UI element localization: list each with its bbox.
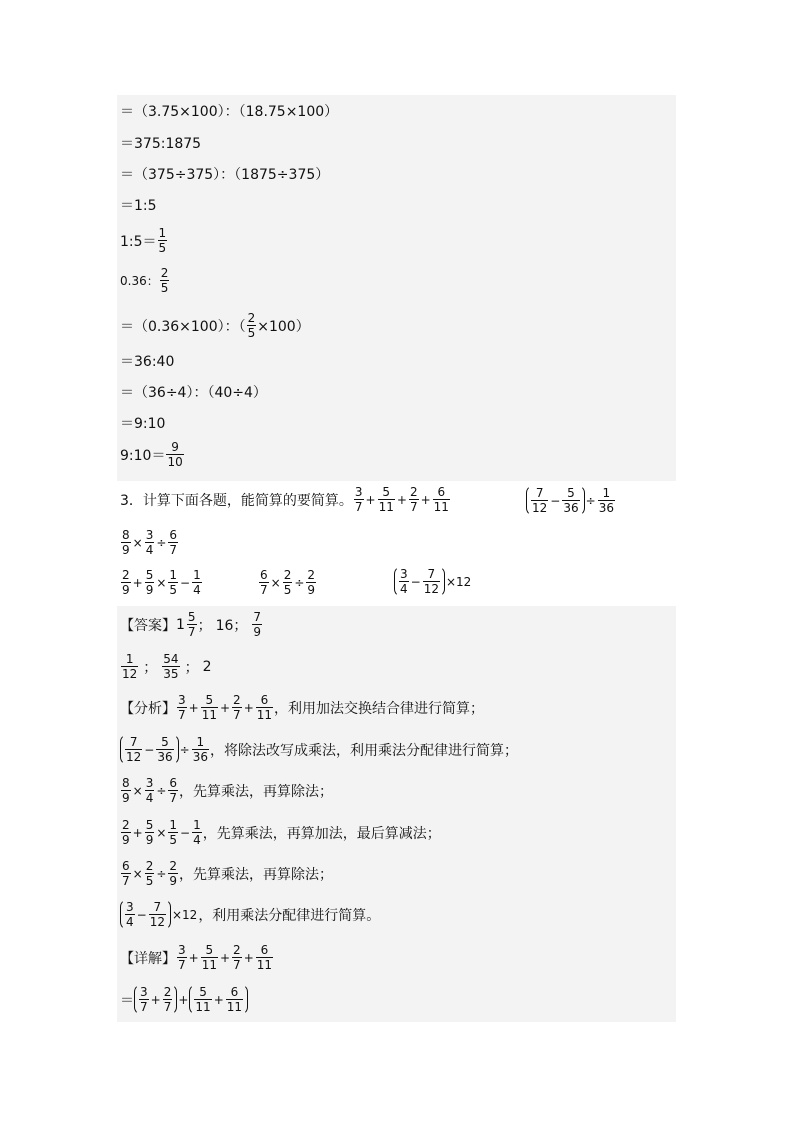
step-5-prefix: 1:5＝ — [120, 233, 157, 250]
parenthesis-group — [526, 485, 585, 516]
expr-tail: ×12 — [445, 574, 472, 589]
fraction: $\frac{3}{7}$ — [140, 985, 148, 1014]
divide-sign: ÷ — [156, 783, 167, 798]
fraction: $\frac{9}{10}$ — [167, 440, 183, 469]
minus-sign: − — [180, 575, 191, 590]
separator: ； — [143, 659, 158, 676]
answer-label: 【答案】 — [120, 617, 176, 634]
step-1: ＝（3.75×100）：（18.75×100） — [120, 104, 339, 120]
plus-sign: + — [132, 575, 143, 590]
times-sign: × — [156, 575, 167, 590]
times-sign: × — [132, 866, 143, 881]
question-expr-2 — [526, 485, 616, 516]
divide-sign: ÷ — [294, 575, 305, 590]
plus-sign: + — [243, 950, 254, 965]
fraction: $\frac{8}{9}$ — [122, 776, 130, 805]
minus-sign: − — [180, 825, 191, 840]
step-9: ＝（36÷4）：（40÷4） — [120, 385, 267, 401]
equals-sign: ＝ — [120, 992, 134, 1009]
parenthesis-group — [189, 984, 248, 1015]
times-sign: × — [270, 575, 281, 590]
fraction: $\frac{2}{5}$ — [283, 568, 292, 597]
fraction: $\frac{6}{11}$ — [433, 485, 449, 514]
fraction: $\frac{2}{5}$ — [247, 311, 256, 340]
step-6 — [120, 266, 170, 295]
analysis-text-4: ，先算乘法，再算加法，最后算减法； — [202, 825, 441, 842]
parenthesis-group — [134, 984, 177, 1015]
plus-sign: + — [396, 492, 407, 507]
analysis-line-6 — [120, 899, 380, 930]
fraction: $\frac{7}{12}$ — [126, 735, 142, 764]
fraction: $\frac{1}{5}$ — [169, 818, 178, 847]
plus-sign: + — [132, 825, 143, 840]
parenthesis-group — [120, 899, 171, 930]
fraction: $\frac{3}{7}$ — [354, 485, 363, 514]
fraction: $\frac{5}{9}$ — [145, 818, 154, 847]
minus-sign: − — [136, 907, 147, 922]
fraction: $\frac{6}{11}$ — [226, 985, 243, 1014]
analysis-line-1 — [120, 693, 484, 722]
fraction: $\frac{8}{9}$ — [122, 528, 130, 557]
analysis-text-3: ，先算乘法，再算除法； — [179, 783, 334, 800]
fraction: $\frac{1}{5}$ — [158, 226, 167, 255]
plus-sign: + — [188, 700, 199, 715]
fraction: $\frac{3}{4}$ — [145, 776, 154, 805]
detail-label: 【详解】 — [120, 950, 176, 967]
fraction: $\frac{5}{9}$ — [145, 568, 154, 597]
divide-sign: ÷ — [156, 866, 167, 881]
expr-tail: ×12 — [171, 907, 198, 922]
times-sign: × — [156, 825, 167, 840]
fraction: $\frac{7}{9}$ — [253, 610, 262, 639]
analysis-line-5 — [120, 859, 333, 888]
fraction: $\frac{6}{7}$ — [169, 528, 178, 557]
fraction: $\frac{5}{11}$ — [195, 985, 211, 1014]
detail-line-1 — [120, 943, 274, 972]
divide-sign: ÷ — [179, 742, 190, 757]
fraction: $\frac{2}{7}$ — [233, 693, 241, 722]
fraction: $\frac{5}{11}$ — [201, 693, 217, 722]
step-3: ＝（375÷375）：（1875÷375） — [120, 167, 330, 183]
question-label: 3．计算下面各题，能简算的要简算。 — [120, 492, 353, 509]
question-expr-4 — [120, 568, 203, 597]
fraction: $\frac{1}{36}$ — [598, 486, 614, 515]
minus-sign: − — [550, 493, 561, 508]
fraction: $\frac{3}{7}$ — [178, 693, 186, 722]
plus-sign: + — [178, 992, 189, 1007]
fraction: $\frac{2}{9}$ — [122, 818, 130, 847]
fraction: $\frac{2}{7}$ — [163, 985, 172, 1014]
divide-sign: ÷ — [585, 493, 596, 508]
analysis-line-2 — [120, 734, 518, 765]
fraction: $\frac{5}{36}$ — [563, 486, 579, 515]
step-7 — [120, 311, 310, 340]
fraction: $\frac{1}{12}$ — [122, 652, 138, 681]
fraction: $\frac{3}{4}$ — [126, 900, 134, 929]
separator: ； — [184, 659, 199, 676]
fraction: $\frac{2}{5}$ — [160, 266, 169, 295]
question-3 — [120, 485, 451, 514]
fraction: $\frac{1}{4}$ — [193, 818, 201, 847]
question-expr-6 — [394, 566, 472, 597]
answer-6: 2 — [202, 658, 212, 675]
step-6-prefix: 0.36： — [120, 274, 159, 288]
fraction: $\frac{2}{7}$ — [409, 485, 418, 514]
step-11-prefix: 9:10＝ — [120, 447, 166, 464]
minus-sign: − — [410, 574, 421, 589]
analysis-line-3 — [120, 776, 333, 805]
analysis-text-1: ，利用加法交换结合律进行简算； — [274, 700, 485, 717]
plus-sign: + — [365, 492, 376, 507]
fraction: $\frac{5}{11}$ — [378, 485, 394, 514]
step-5 — [120, 226, 168, 255]
plus-sign: + — [213, 992, 224, 1007]
fraction: $\frac{1}{4}$ — [193, 568, 201, 597]
fraction: $\frac{7}{12}$ — [149, 900, 165, 929]
minus-sign: − — [144, 742, 155, 757]
question-expr-3 — [120, 528, 179, 557]
divide-sign: ÷ — [156, 535, 167, 550]
plus-sign: + — [150, 992, 161, 1007]
fraction: $\frac{5}{7}$ — [187, 610, 196, 639]
plus-sign: + — [420, 492, 431, 507]
question-expr-5 — [258, 568, 317, 597]
fraction: $\frac{6}{11}$ — [256, 693, 273, 722]
step-2: ＝375:1875 — [120, 136, 202, 152]
parenthesis-group — [394, 566, 445, 597]
answer-2: 16； — [215, 617, 248, 634]
fraction: $\frac{3}{7}$ — [178, 943, 186, 972]
plus-sign: + — [243, 700, 254, 715]
fraction: $\frac{54}{35}$ — [163, 652, 179, 681]
analysis-label: 【分析】 — [120, 700, 176, 717]
fraction: $\frac{6}{7}$ — [122, 859, 130, 888]
answer-line-1 — [120, 610, 263, 639]
plus-sign: + — [188, 950, 199, 965]
fraction: $\frac{7}{12}$ — [532, 486, 548, 515]
fraction: $\frac{1}{5}$ — [169, 568, 178, 597]
analysis-text-5: ，先算乘法，再算除法； — [179, 866, 334, 883]
fraction: $\frac{2}{9}$ — [122, 568, 130, 597]
analysis-text-2: ，将除法改写成乘法，利用乘法分配律进行简算； — [209, 742, 518, 759]
separator: ； — [197, 617, 212, 634]
analysis-text-6: ，利用乘法分配律进行简算。 — [198, 907, 381, 924]
mixed-number: 1 $\frac{5}{7}$ — [176, 610, 196, 639]
fraction: $\frac{2}{5}$ — [145, 859, 154, 888]
fraction: $\frac{5}{36}$ — [157, 735, 173, 764]
times-sign: × — [132, 535, 143, 550]
fraction: $\frac{6}{7}$ — [260, 568, 268, 597]
fraction: $\frac{2}{9}$ — [307, 568, 316, 597]
step-7-a: ＝（0.36×100）：（ — [120, 318, 246, 335]
step-7-b: ×100） — [257, 318, 310, 335]
analysis-line-4 — [120, 818, 441, 847]
fraction: $\frac{1}{36}$ — [192, 735, 208, 764]
step-10: ＝9:10 — [120, 416, 166, 432]
fraction: $\frac{6}{7}$ — [169, 776, 178, 805]
step-11 — [120, 440, 185, 469]
detail-line-2 — [120, 984, 248, 1015]
answer-line-2 — [120, 652, 211, 681]
fraction: $\frac{7}{12}$ — [423, 567, 439, 596]
step-4: ＝1:5 — [120, 198, 157, 214]
parenthesis-group — [120, 734, 179, 765]
fraction: $\frac{5}{11}$ — [201, 943, 217, 972]
step-8: ＝36:40 — [120, 354, 175, 370]
fraction: $\frac{3}{4}$ — [400, 567, 408, 596]
fraction: $\frac{3}{4}$ — [145, 528, 154, 557]
fraction: $\frac{2}{9}$ — [169, 859, 178, 888]
fraction: $\frac{6}{11}$ — [256, 943, 273, 972]
times-sign: × — [132, 783, 143, 798]
plus-sign: + — [219, 950, 231, 965]
fraction: $\frac{2}{7}$ — [233, 943, 241, 972]
plus-sign: + — [219, 700, 231, 715]
